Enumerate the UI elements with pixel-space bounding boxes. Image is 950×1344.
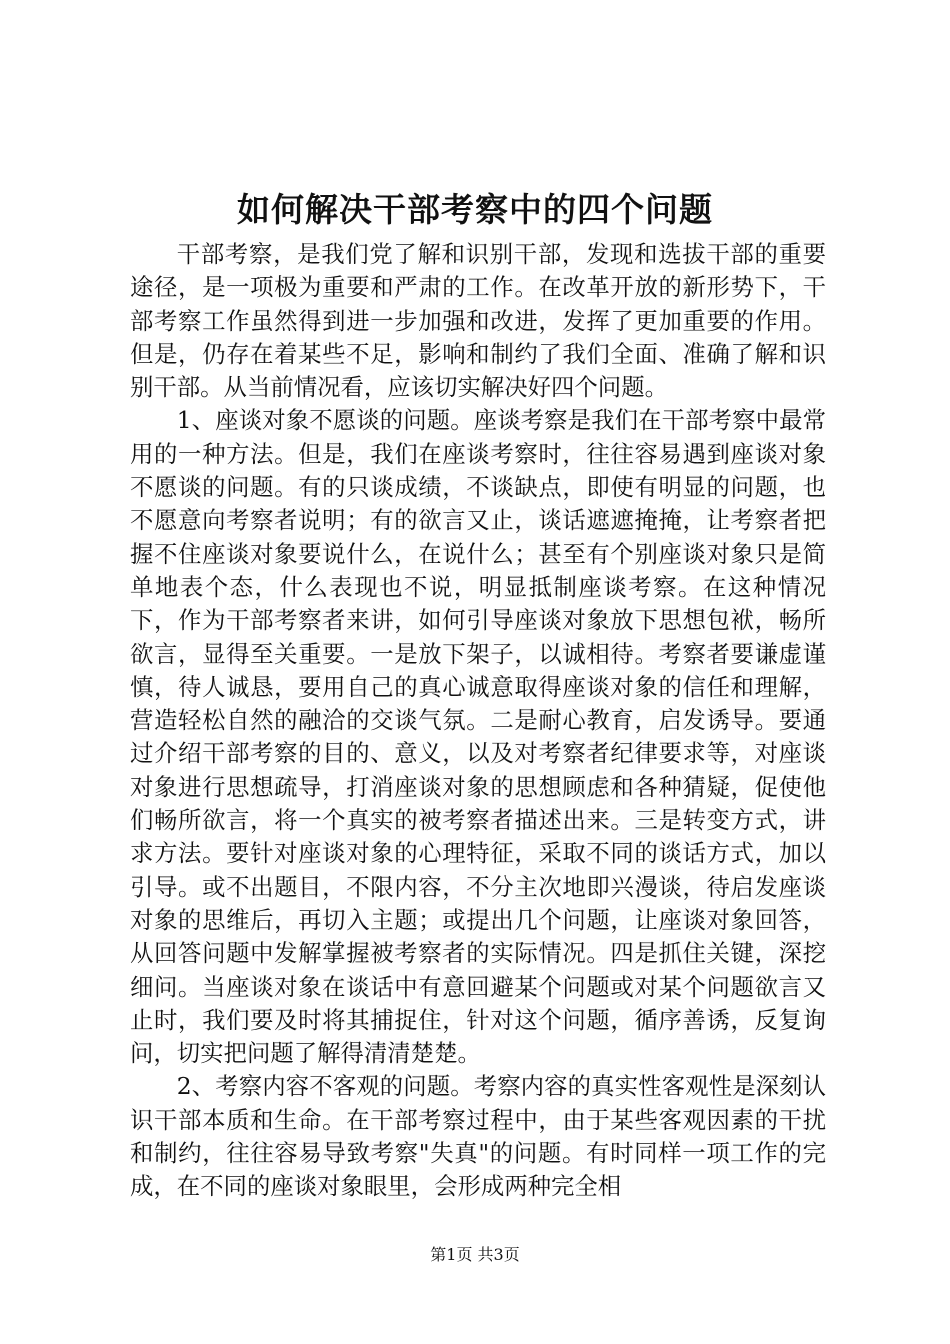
paragraph-intro: 干部考察，是我们党了解和识别干部，发现和选拔干部的重要途径，是一项极为重要和严肃的工作。在改革开放的新形势下，干部考察工作虽然得到进一步加强和改进，发挥了更加重要的作用。但是，仍存在着某些不足，影响和制约了我们全面、准确了解和识别干部。从当前情况看，应该切实解决好四个问题。 xyxy=(130,240,826,402)
page-number-footer: 第1页 共3页 xyxy=(430,1245,520,1264)
document-body xyxy=(130,238,826,1204)
paragraph-section-1: 1、座谈对象不愿谈的问题。座谈考察是我们在干部考察中最常用的一种方法。但是，我们在座谈考察时，往往容易遇到座谈对象不愿谈的问题。有的只谈成绩，不谈缺点，即使有明显的问题，也不愿意向考察者说明；有的欲言又止，谈话遮遮掩掩，让考察者把握不住座谈对象要说什么，在说什么；甚至有个别座谈对象只是简单地表个态，什么表现也不说，明显抵制座谈考察。在这种情况下，作为干部考察者来讲，如何引导座谈对象放下思想包袱，畅所欲言，显得至关重要。一是放下架子，以诚相待。考察者要谦虚谨慎，待人诚恳，要用自己的真心诚意取得座谈对象的信任和理解，营造轻松自然的融洽的交谈气氛。二是耐心教育，启发诱导。要通过介绍干部考察的目的、意义，以及对考察者纪律要求等，对座谈对象进行思想疏导，打消座谈对象的思想顾虑和各种猜疑，促使他们畅所欲言，将一个真实的被考察者描述出来。三是转变方式，讲求方法。要针对座谈对象的心理特征，采取不同的谈话方式，加以引导。或不出题目，不限内容，不分主次地即兴漫谈，待启发座谈对象的思维后，再切入主题；或提出几个问题，让座谈对象回答，从回答问题中发解掌握被考察者的实际情况。四是抓住关键，深挖细问。当座谈对象在谈话中有意回避某个问题或对某个问题欲言又止时，我们要及时将其捕捉住，针对这个问题，循序善诱，反复询问，切实把问题了解得清清楚楚。 xyxy=(130,406,826,1068)
document-title: 如何解决干部考察中的四个问题 xyxy=(237,190,713,229)
paragraph-section-2: 2、考察内容不客观的问题。考察内容的真实性客观性是深刻认识干部本质和生命。在干部考察过程中，由于某些客观因素的干扰和制约，往往容易导致考察"失真"的问题。有时同样一项工作的完成，在不同的座谈对象眼里，会形成两种完全相 xyxy=(130,1072,826,1201)
